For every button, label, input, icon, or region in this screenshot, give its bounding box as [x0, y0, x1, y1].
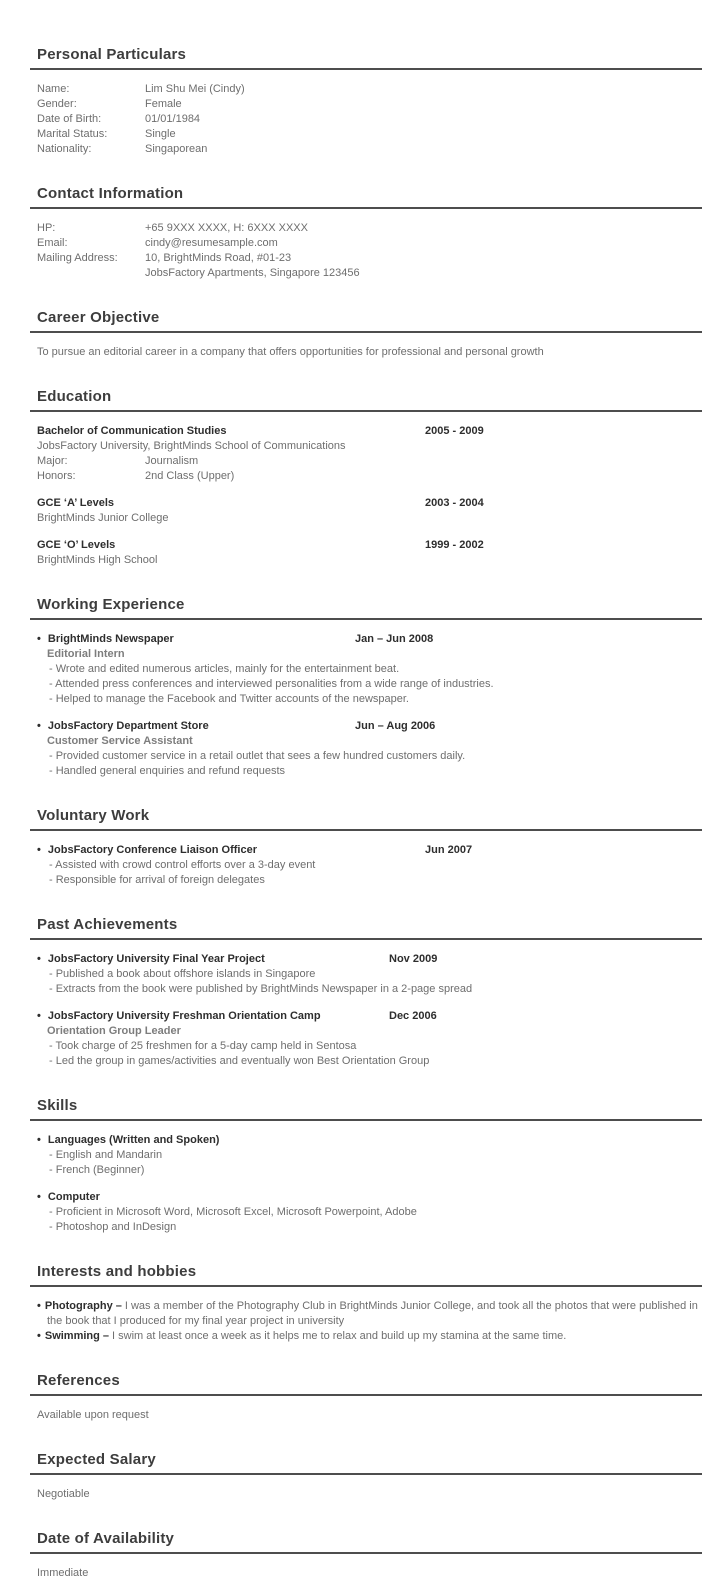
field-row [37, 127, 702, 142]
bullet-line: - French (Beginner) [49, 1164, 145, 1176]
references-text: Available upon request [37, 1409, 149, 1421]
section-title: Personal Particulars [37, 46, 187, 63]
section-references [30, 1372, 702, 1423]
section-divider [30, 410, 702, 412]
entry-period: Nov 2009 [389, 953, 438, 965]
bullet-line: - Provided customer service in a retail outlet that sees a few hundred customers daily. [49, 750, 466, 762]
bullet-line: - Photoshop and InDesign [49, 1221, 177, 1233]
section-divider [30, 1394, 702, 1396]
section-title: Skills [37, 1097, 78, 1114]
section-contact-information [30, 185, 702, 281]
bullet-line: - Attended press conferences and interviewed personalities from a wide range of industries. [49, 678, 494, 690]
field-row [37, 469, 702, 484]
achievement-entry [37, 952, 702, 997]
field-label: Name: [37, 83, 70, 95]
position-name: JobsFactory Conference Liaison Officer [47, 844, 257, 856]
section-divider [30, 829, 702, 831]
school-name: JobsFactory University, BrightMinds School of Communications [37, 440, 346, 452]
section-past-achievements [30, 916, 702, 1069]
section-divider [30, 68, 702, 70]
field-value: +65 9XXX XXXX, H: 6XXX XXXX [145, 222, 308, 234]
company-name: BrightMinds Newspaper [47, 633, 174, 645]
field-row [37, 112, 702, 127]
section-divider [30, 207, 702, 209]
bullet-line: - Led the group in games/activities and eventually won Best Orientation Group [49, 1055, 430, 1067]
bullet-line: - Wrote and edited numerous articles, mainly for the entertainment beat. [49, 663, 400, 675]
field-label: Mailing Address: [37, 252, 118, 264]
achievement-role: Orientation Group Leader [47, 1025, 181, 1037]
salary-text: Negotiable [37, 1488, 90, 1500]
section-divider [30, 1285, 702, 1287]
education-entry [37, 496, 702, 526]
field-value: Lim Shu Mei (Cindy) [145, 83, 245, 95]
entry-period: Jan – Jun 2008 [355, 633, 434, 645]
field-label: Honors: [37, 470, 76, 482]
entry-period: 2003 - 2004 [425, 497, 484, 509]
bullet-line: - Took charge of 25 freshmen for a 5-day camp held in Sentosa [49, 1040, 357, 1052]
field-label: Gender: [37, 98, 77, 110]
field-row [37, 251, 702, 266]
degree-name: Bachelor of Communication Studies [37, 425, 227, 437]
section-education [30, 388, 702, 568]
entry-header [37, 496, 702, 511]
degree-name: GCE ‘A’ Levels [37, 497, 115, 509]
section-skills [30, 1097, 702, 1235]
achievement-entry [37, 1009, 702, 1069]
job-title: Editorial Intern [47, 648, 125, 660]
section-title: Working Experience [37, 596, 185, 613]
bullet-line: - Published a book about offshore islands in Singapore [49, 968, 316, 980]
interest-name: Swimming – [44, 1330, 110, 1342]
field-value: JobsFactory Apartments, Singapore 123456 [145, 267, 360, 279]
skill-group-name: Languages (Written and Spoken) [47, 1134, 220, 1146]
field-value: 2nd Class (Upper) [145, 470, 235, 482]
entry-header [37, 719, 702, 734]
section-divider [30, 331, 702, 333]
section-title: Expected Salary [37, 1451, 156, 1468]
section-career-objective [30, 309, 702, 360]
bullet-line: - Helped to manage the Facebook and Twitter accounts of the newspaper. [49, 693, 409, 705]
entry-header [37, 1009, 702, 1024]
section-divider [30, 1552, 702, 1554]
bullet-line: - Responsible for arrival of foreign delegates [49, 874, 265, 886]
achievement-name: JobsFactory University Freshman Orientation Camp [47, 1010, 321, 1022]
work-entry [37, 719, 702, 779]
work-entry [37, 632, 702, 707]
field-label: Date of Birth: [37, 113, 102, 125]
section-title: Date of Availability [37, 1530, 175, 1547]
field-value: 10, BrightMinds Road, #01-23 [145, 252, 292, 264]
section-interests-hobbies [30, 1263, 702, 1344]
field-row [37, 142, 702, 157]
entry-header [37, 632, 702, 647]
field-label: HP: [37, 222, 56, 234]
entry-period: 2005 - 2009 [425, 425, 484, 437]
job-title: Customer Service Assistant [47, 735, 193, 747]
interest-item [37, 1329, 702, 1344]
skill-group-name: Computer [47, 1191, 100, 1203]
entry-period: Dec 2006 [389, 1010, 437, 1022]
section-divider [30, 1119, 702, 1121]
availability-text: Immediate [37, 1567, 89, 1579]
entry-header [37, 538, 702, 553]
interest-text: I swim at least once a week as it helps me to relax and build up my stamina at the same time. [112, 1330, 567, 1342]
field-row [37, 97, 702, 112]
field-value: Singaporean [145, 143, 208, 155]
section-title: References [37, 1372, 120, 1389]
section-voluntary-work [30, 807, 702, 888]
field-row [37, 266, 702, 281]
bullet-line: - Proficient in Microsoft Word, Microsoft Excel, Microsoft Powerpoint, Adobe [49, 1206, 417, 1218]
section-title: Education [37, 388, 112, 405]
section-divider [30, 1473, 702, 1475]
section-title: Interests and hobbies [37, 1263, 197, 1280]
entry-header [37, 952, 702, 967]
interest-item [37, 1299, 702, 1329]
entry-period: 1999 - 2002 [425, 539, 484, 551]
skill-group [37, 1190, 702, 1235]
entry-period: Jun – Aug 2006 [355, 720, 436, 732]
education-entry [37, 424, 702, 484]
entry-header [37, 424, 702, 439]
field-label: Major: [37, 455, 68, 467]
field-row [37, 221, 702, 236]
bullet-line: - Assisted with crowd control efforts over a 3-day event [49, 859, 316, 871]
section-divider [30, 938, 702, 940]
field-value: 01/01/1984 [145, 113, 201, 125]
section-title: Past Achievements [37, 916, 178, 933]
school-name: BrightMinds Junior College [37, 512, 169, 524]
school-name: BrightMinds High School [37, 554, 158, 566]
field-row [37, 236, 702, 251]
objective-text: To pursue an editorial career in a company that offers opportunities for professional and personal growth [37, 346, 544, 358]
entry-header [37, 843, 702, 858]
section-date-of-availability [30, 1530, 702, 1581]
section-personal-particulars [30, 46, 702, 157]
skill-group [37, 1133, 702, 1178]
field-label: Nationality: [37, 143, 92, 155]
entry-header [37, 1190, 702, 1205]
interest-name: Photography – [44, 1300, 122, 1312]
bullet-line: - English and Mandarin [49, 1149, 163, 1161]
field-row [37, 82, 702, 97]
education-entry [37, 538, 702, 568]
voluntary-entry [37, 843, 702, 888]
entry-header [37, 1133, 702, 1148]
bullet-line: - Handled general enquiries and refund requests [49, 765, 286, 777]
field-value: Journalism [145, 455, 199, 467]
degree-name: GCE ‘O’ Levels [37, 539, 116, 551]
entry-period: Jun 2007 [425, 844, 473, 856]
section-divider [30, 618, 702, 620]
section-title: Contact Information [37, 185, 184, 202]
field-value: Female [145, 98, 182, 110]
interest-text: I was a member of the Photography Club in BrightMinds Junior College, and took all the photos that were published in the book that I produced for my final year project in university [47, 1300, 698, 1327]
achievement-name: JobsFactory University Final Year Project [47, 953, 265, 965]
email-value: cindy@resumesample.com [145, 237, 278, 249]
section-working-experience [30, 596, 702, 779]
section-title: Career Objective [37, 309, 160, 326]
field-value: Single [145, 128, 176, 140]
section-expected-salary [30, 1451, 702, 1502]
field-row [37, 454, 702, 469]
field-label: Email: [37, 237, 68, 249]
bullet-line: - Extracts from the book were published by BrightMinds Newspaper in a 2-page spread [49, 983, 473, 995]
company-name: JobsFactory Department Store [47, 720, 209, 732]
section-title: Voluntary Work [37, 807, 150, 824]
field-label: Marital Status: [37, 128, 108, 140]
